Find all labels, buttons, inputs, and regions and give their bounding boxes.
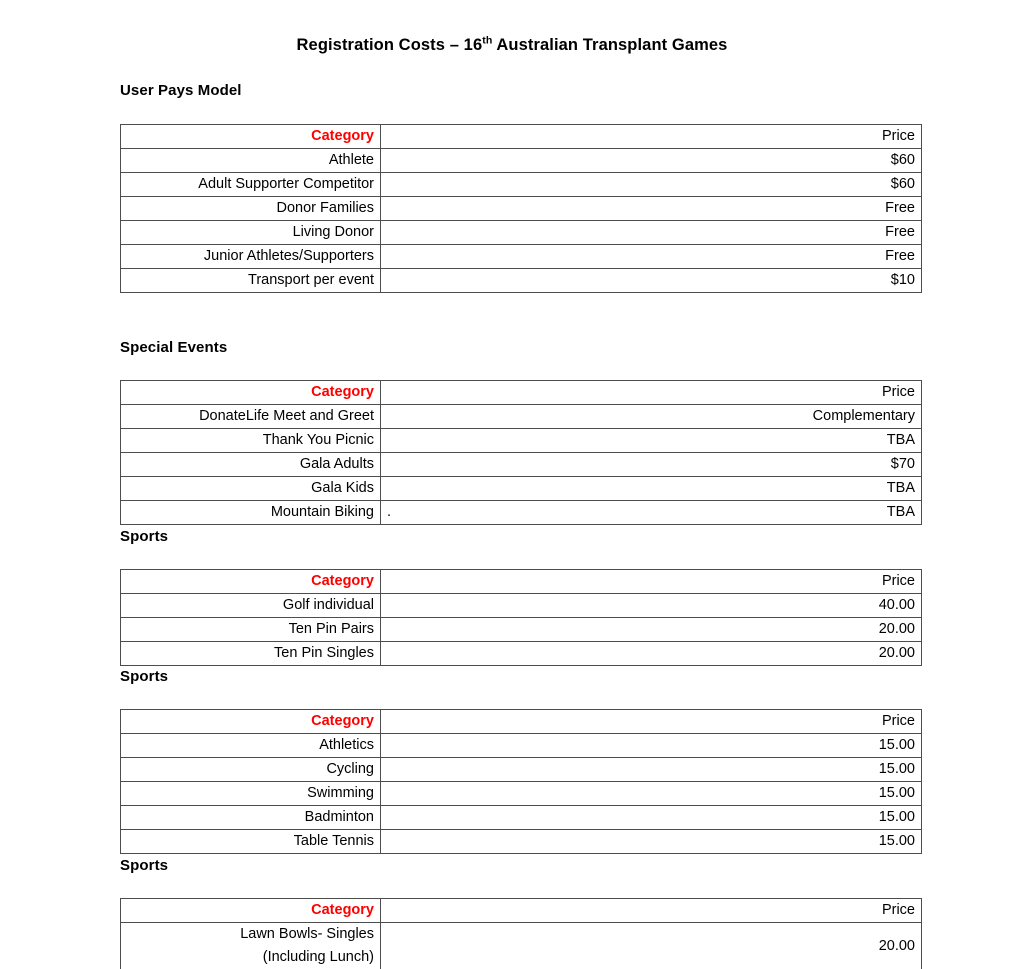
cell-category: Adult Supporter Competitor	[121, 173, 381, 197]
section-heading-sports-3: Sports	[120, 857, 169, 874]
cell-price: 15.00	[381, 830, 922, 854]
table-row	[121, 405, 922, 429]
table-row	[121, 197, 922, 221]
cell-category: Ten Pin Pairs	[121, 618, 381, 642]
cell-price: 15.00	[381, 734, 922, 758]
cell-category: Living Donor	[121, 221, 381, 245]
column-header-price: Price	[381, 381, 922, 405]
page-title-superscript: th	[482, 34, 493, 47]
cell-category: Athlete	[121, 149, 381, 173]
table-row	[121, 477, 922, 501]
cell-category: Thank You Picnic	[121, 429, 381, 453]
cell-price: $60	[381, 149, 922, 173]
cell-category-line-1: Lawn Bowls- Singles	[240, 926, 374, 942]
table-sports-2	[120, 709, 922, 854]
table-row	[121, 453, 922, 477]
cell-category: Transport per event	[121, 269, 381, 293]
table-row	[121, 642, 922, 666]
cell-category: Table Tennis	[121, 830, 381, 854]
cell-category: DonateLife Meet and Greet	[121, 405, 381, 429]
column-header-price: Price	[381, 125, 922, 149]
table-user-pays	[120, 124, 922, 293]
table-header-row	[121, 710, 922, 734]
cell-category: Swimming	[121, 782, 381, 806]
section-heading-user-pays: User Pays Model	[120, 82, 242, 99]
table-row	[121, 173, 922, 197]
column-header-category: Category	[121, 710, 381, 734]
column-header-price: Price	[381, 899, 922, 923]
table-row	[121, 618, 922, 642]
cell-category	[121, 923, 381, 969]
cell-price: Free	[381, 221, 922, 245]
table-special-events	[120, 380, 922, 525]
cell-price: Free	[381, 197, 922, 221]
table-row	[121, 923, 922, 969]
cell-price: 40.00	[381, 594, 922, 618]
column-header-category: Category	[121, 125, 381, 149]
cell-price: 20.00	[381, 923, 922, 969]
cell-category: Mountain Biking	[121, 501, 381, 525]
table-header-row	[121, 570, 922, 594]
table-row	[121, 830, 922, 854]
cell-price-value: TBA	[886, 504, 915, 520]
table-sports-1	[120, 569, 922, 666]
table-row	[121, 806, 922, 830]
table-row	[121, 594, 922, 618]
table-header-row	[121, 899, 922, 923]
cell-price: Free	[381, 245, 922, 269]
cell-price: 15.00	[381, 782, 922, 806]
cell-category: Junior Athletes/Supporters	[121, 245, 381, 269]
table-header-row	[121, 125, 922, 149]
table-sports-3	[120, 898, 922, 969]
table-row	[121, 269, 922, 293]
cell-price: TBA	[381, 429, 922, 453]
cell-category: Gala Adults	[121, 453, 381, 477]
cell-category-line-2: (Including Lunch)	[262, 949, 374, 965]
table-row	[121, 429, 922, 453]
column-header-price: Price	[381, 710, 922, 734]
table-row	[121, 221, 922, 245]
table-header-row	[121, 381, 922, 405]
page-title-suffix: Australian Transplant Games	[492, 36, 728, 54]
table-row	[121, 501, 922, 525]
section-heading-sports-1: Sports	[120, 528, 169, 545]
cell-price: 15.00	[381, 758, 922, 782]
section-heading-special-events: Special Events	[120, 339, 228, 356]
cell-price: $70	[381, 453, 922, 477]
table-row	[121, 758, 922, 782]
cell-price: 20.00	[381, 642, 922, 666]
section-heading-sports-2: Sports	[120, 668, 169, 685]
cell-price: $60	[381, 173, 922, 197]
cell-category: Cycling	[121, 758, 381, 782]
table-row	[121, 245, 922, 269]
table-row	[121, 734, 922, 758]
cell-category: Gala Kids	[121, 477, 381, 501]
cell-category: Golf individual	[121, 594, 381, 618]
cell-category: Badminton	[121, 806, 381, 830]
cell-category: Ten Pin Singles	[121, 642, 381, 666]
cell-price: $10	[381, 269, 922, 293]
table-row	[121, 782, 922, 806]
column-header-category: Category	[121, 381, 381, 405]
column-header-price: Price	[381, 570, 922, 594]
cell-price: Complementary	[381, 405, 922, 429]
cell-category: Athletics	[121, 734, 381, 758]
cell-category: Donor Families	[121, 197, 381, 221]
page-title	[0, 36, 1024, 55]
cell-price: TBA	[381, 477, 922, 501]
column-header-category: Category	[121, 899, 381, 923]
cell-price: 15.00	[381, 806, 922, 830]
cell-price: 20.00	[381, 618, 922, 642]
column-header-category: Category	[121, 570, 381, 594]
page-title-prefix: Registration Costs – 16	[296, 36, 483, 54]
cell-price-prefix: .	[387, 504, 392, 520]
table-row	[121, 149, 922, 173]
cell-price-mountain-biking	[381, 501, 922, 525]
